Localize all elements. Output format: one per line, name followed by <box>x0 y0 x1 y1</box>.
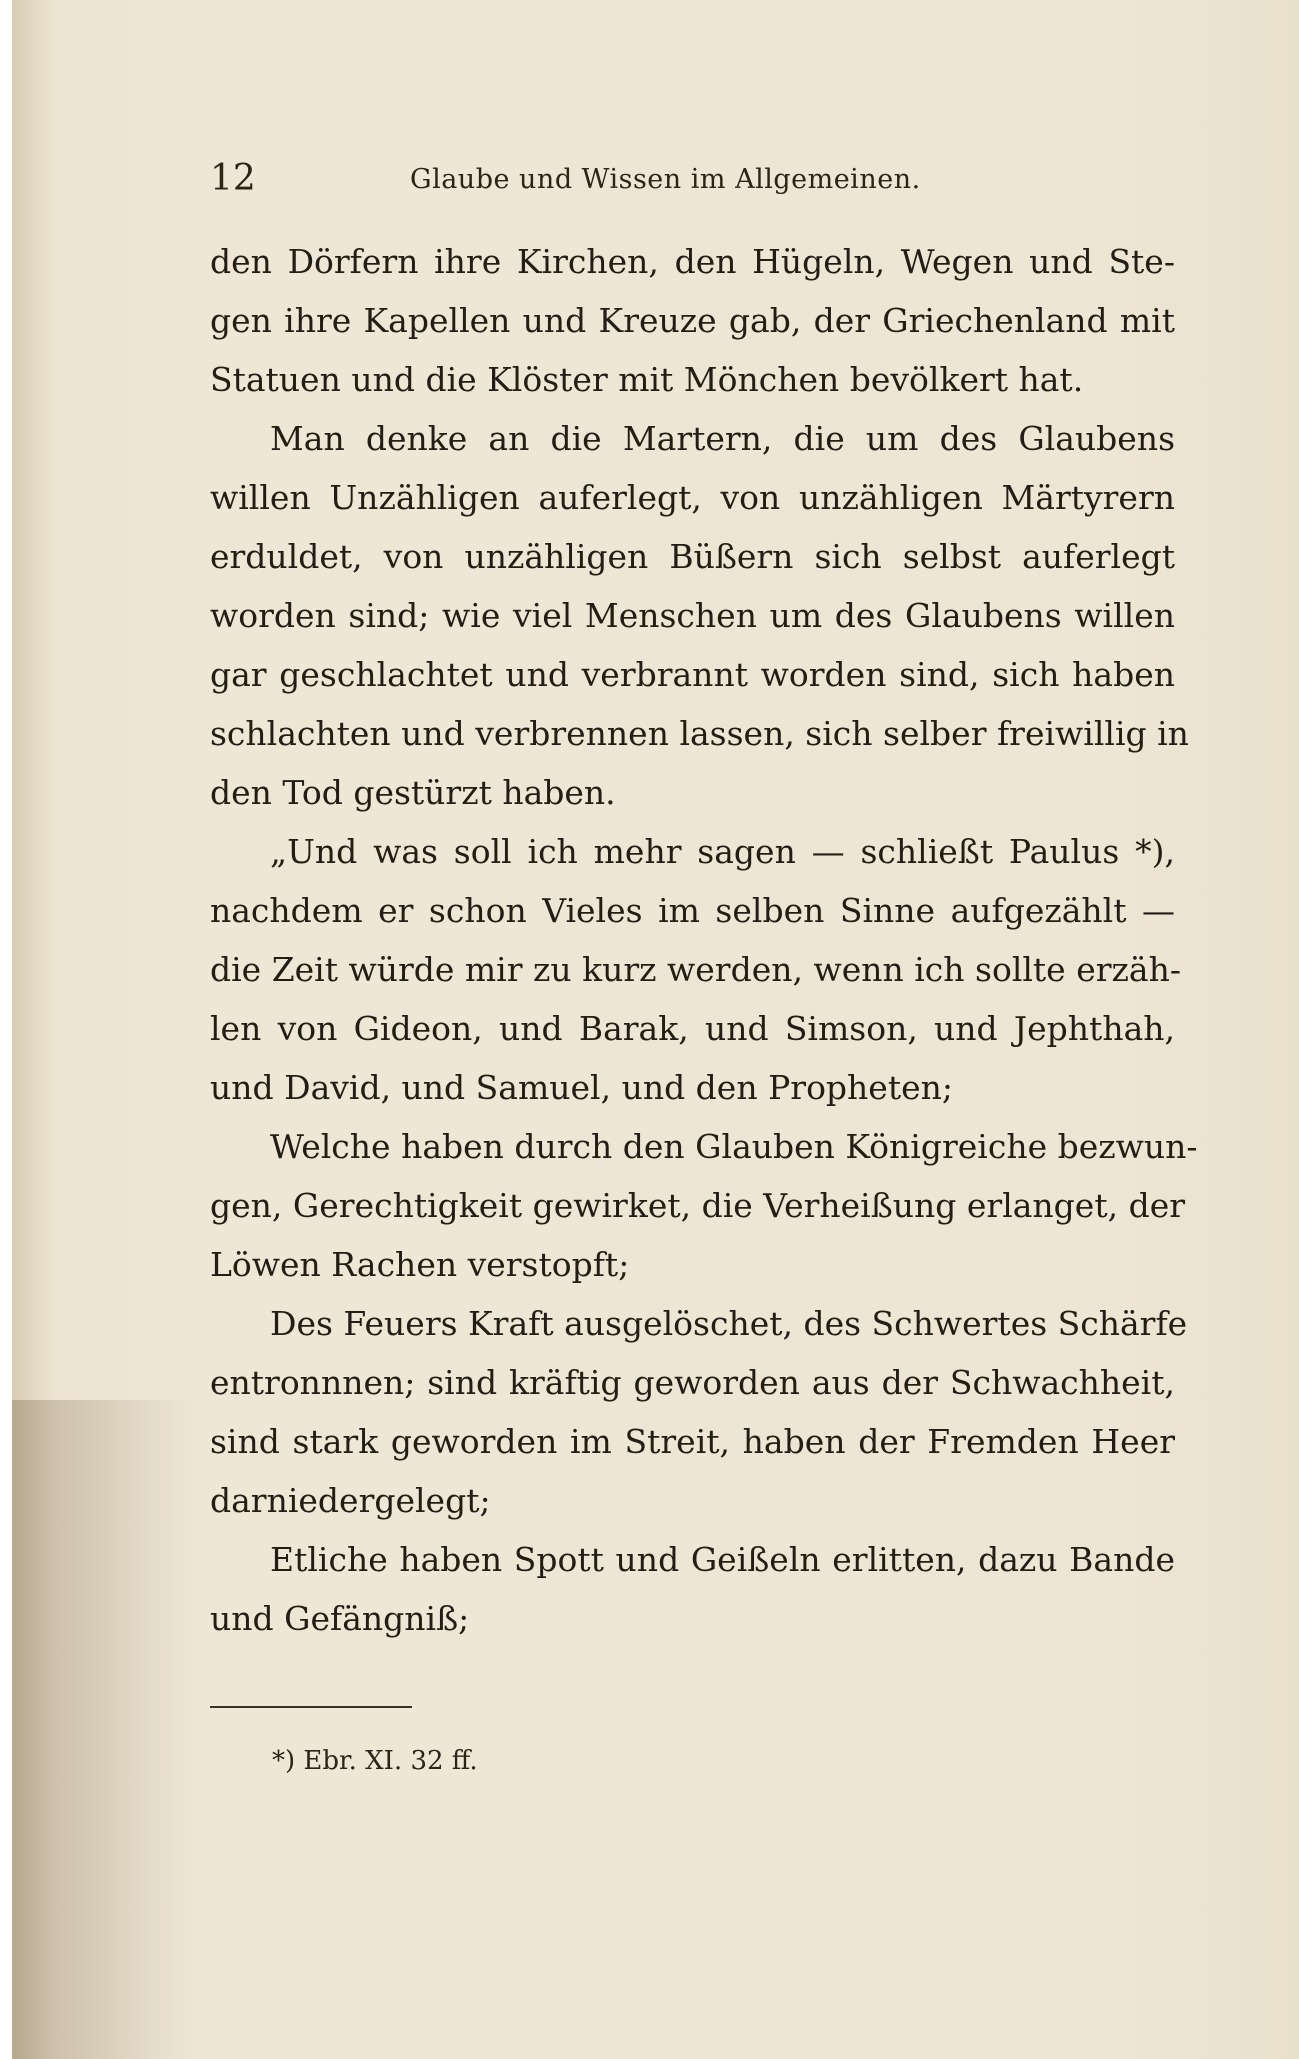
text-line: Man denke an die Martern, die um des Glaubens <box>270 419 1175 458</box>
body-text <box>210 232 1198 1648</box>
page-edge-shadow <box>12 1400 192 2059</box>
footnote-divider <box>210 1706 412 1708</box>
text-line: und David, und Samuel, und den Propheten; <box>210 1068 953 1107</box>
text-line: Löwen Rachen verstopft; <box>210 1245 630 1284</box>
text-line: gen, Gerechtigkeit gewirket, die Verheißung erlanget, der <box>210 1186 1185 1225</box>
footnote: *) Ebr. XI. 32 ff. <box>272 1746 478 1776</box>
text-line: Etliche haben Spott und Geißeln erlitten, dazu Bande <box>270 1540 1175 1579</box>
text-line: Welche haben durch den Glauben Königreiche bezwun- <box>270 1127 1198 1166</box>
text-line: Des Feuers Kraft ausgelöschet, des Schwertes Schärfe <box>270 1304 1188 1343</box>
text-line: nachdem er schon Vieles im selben Sinne aufgezählt — <box>210 891 1175 930</box>
page-number: 12 <box>210 158 256 199</box>
text-line: darniedergelegt; <box>210 1481 491 1520</box>
text-line: die Zeit würde mir zu kurz werden, wenn ich sollte erzäh- <box>210 950 1181 989</box>
text-line: sind stark geworden im Streit, haben der Fremden Heer <box>210 1422 1175 1461</box>
text-line: Statuen und die Klöster mit Mönchen bevölkert hat. <box>210 360 1084 399</box>
text-line: willen Unzähligen auferlegt, von unzähligen Märtyrern <box>210 478 1175 517</box>
text-line: worden sind; wie viel Menschen um des Glaubens willen <box>210 596 1175 635</box>
text-line: len von Gideon, und Barak, und Simson, und Jephthah, <box>210 1009 1175 1048</box>
text-line: schlachten und verbrennen lassen, sich selber freiwillig in <box>210 714 1189 753</box>
text-line: erduldet, von unzähligen Büßern sich selbst auferlegt <box>210 537 1175 576</box>
text-line: „Und was soll ich mehr sagen — schließt Paulus *), <box>270 832 1175 871</box>
text-line: den Tod gestürzt haben. <box>210 773 616 812</box>
text-line: und Gefängniß; <box>210 1599 470 1638</box>
text-line: gen ihre Kapellen und Kreuze gab, der Griechenland mit <box>210 301 1175 340</box>
text-line: den Dörfern ihre Kirchen, den Hügeln, Wegen und Ste- <box>210 242 1175 281</box>
running-head: Glaube und Wissen im Allgemeinen. <box>410 164 921 195</box>
text-line: gar geschlachtet und verbrannt worden sind, sich haben <box>210 655 1175 694</box>
page-header <box>210 158 1150 208</box>
text-line: entronnnen; sind kräftig geworden aus der Schwachheit, <box>210 1363 1175 1402</box>
